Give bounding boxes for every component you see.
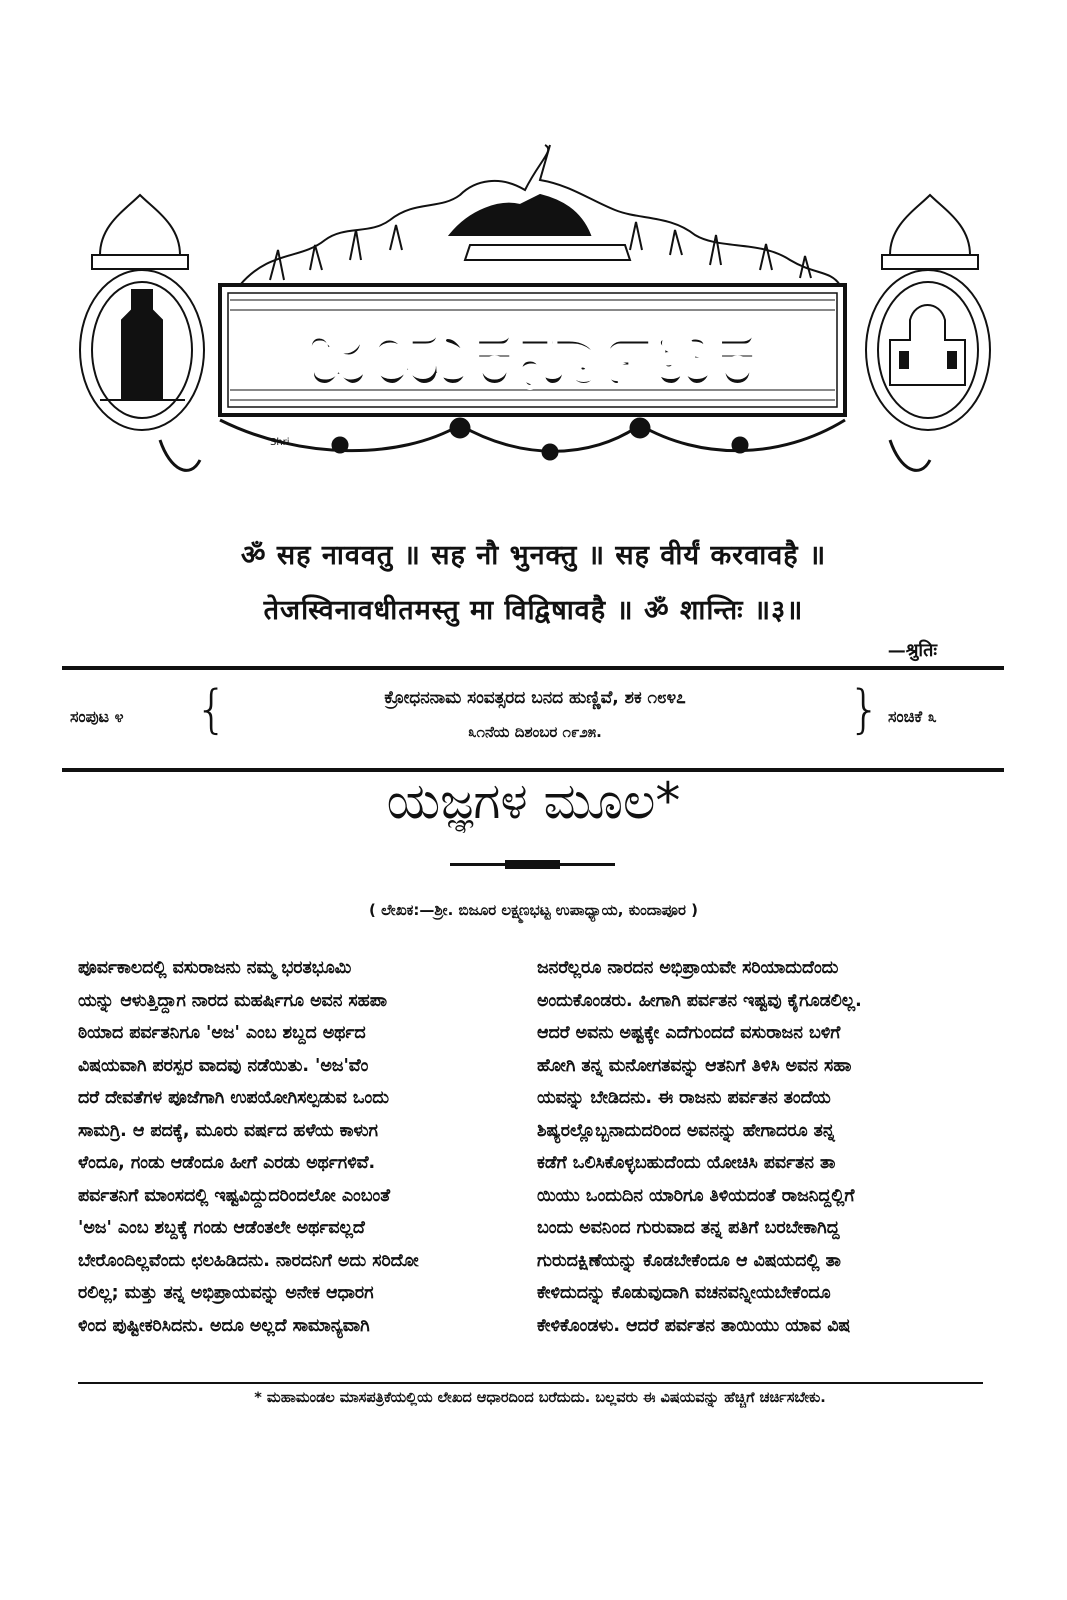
text-line: ಸಾಮಗ್ರಿ. ಆ ಪದಕ್ಕೆ, ಮೂರು ವರ್ಷದ ಹಳೆಯ ಕಾಳುಗ [78, 1120, 378, 1141]
top-rule [62, 666, 1004, 670]
text-line: ಪೂರ್ವಕಾಲದಲ್ಲಿ ವಸುರಾಜನು ನಮ್ಮ ಭರತಭೂಮಿ [78, 958, 352, 978]
left-pillar-ornament [80, 195, 204, 430]
issue-date-line-1: ಕ್ರೋಧನನಾಮ ಸಂವತ್ಸರದ ಬನದ ಹುಣ್ಣಿವೆ, ಶಕ ೧೮೪೭ [384, 688, 686, 708]
text-line: ಕೇಳಿದುದನ್ನು ಕೊಡುವುದಾಗಿ ವಚನವನ್ನೀಯಬೇಕೆಂದೂ [537, 1283, 831, 1303]
text-line: ಕೇಳಿಕೊಂಡಳು. ಆದರೆ ಪರ್ವತನ ತಾಯಿಯು ಯಾವ ವಿಷ [537, 1315, 851, 1336]
crowd-silhouette [240, 145, 840, 285]
invocation-line-2: तेजस्विनावधीतमस्तु मा विद्विषावहै ॥ ॐ शान्तिः ॥३॥ [263, 595, 804, 626]
masthead-title: ಜಯಕರ್ನಾಟಕ [305, 296, 759, 408]
title-ornament-divider [450, 858, 615, 872]
volume-label: ಸಂಪುಟ ೪ [70, 707, 124, 726]
text-line: ಯವನ್ನು ಬೇಡಿದನು. ಈ ರಾಜನು ಪರ್ವತನ ತಂದೆಯ [537, 1088, 831, 1108]
text-line: ಅಂದುಕೊಂಡರು. ಹೀಗಾಗಿ ಪರ್ವತನ ಇಷ್ಟವು ಕೈಗೂಡಲಿಲ್ಲ. [537, 990, 862, 1011]
text-line: 'ಅಜ' ಎಂಬ ಶಬ್ದಕ್ಕೆ ಗಂಡು ಆಡೆಂತಲೇ ಅರ್ಥವಲ್ಲದೆ [78, 1218, 365, 1238]
text-line: ಜನರೆಲ್ಲರೂ ನಾರದನ ಅಭಿಪ್ರಾಯವೇ ಸರಿಯಾದುದೆಂದು [537, 958, 839, 978]
text-line: ದರೆ ದೇವತೆಗಳ ಪೂಜೆಗಾಗಿ ಉಪಯೋಗಿಸಲ್ಪಡುವ ಒಂದು [78, 1088, 389, 1108]
text-line: ಳೆಂದೂ, ಗಂಡು ಆಡೆಂದೂ ಹೀಗೆ ಎರಡು ಅರ್ಥಗಳಿವೆ. [78, 1153, 376, 1173]
text-line: ಠಿಯಾದ ಪರ್ವತನಿಗೂ 'ಅಜ' ಎಂಬ ಶಬ್ದದ ಅರ್ಥದ [78, 1023, 366, 1043]
text-line: ಬಂದು ಅವನಿಂದ ಗುರುವಾದ ತನ್ನ ಪತಿಗೆ ಬರಬೇಕಾಗಿದ್ದ [537, 1218, 840, 1238]
text-line: ಶಿಷ್ಯರಲ್ಲೊಬ್ಬನಾದುದರಿಂದ ಅವನನ್ನು ಹೇಗಾದರೂ ತನ್ನ [537, 1120, 835, 1141]
right-brace: } [848, 680, 882, 740]
artist-signature: Shri [270, 437, 290, 448]
article-footnote: * ಮಹಾಮಂಡಲ ಮಾಸಪತ್ರಿಕೆಯಲ್ಲಿಯ ಲೇಖದ ಆಧಾರದಿಂದ ಬರೆದುದು. ಬಲ್ಲವರು ಈ ವಿಷಯವನ್ನು ಹೆಚ್ಚಿಗೆ ಚರ್ಚಿಸಬೇಕು. [254, 1390, 826, 1406]
article-left-column [78, 952, 508, 1342]
text-line: ರಲಿಲ್ಲ; ಮತ್ತು ತನ್ನ ಅಭಿಪ್ರಾಯವನ್ನು ಅನೇಕ ಆಧಾರಗ [78, 1283, 374, 1303]
article-byline: ( ಲೇಖಕ:—ಶ್ರೀ. ಬಿಜೂರ ಲಕ್ಷ್ಮಣಭಟ್ಟ ಉಪಾಧ್ಯಾಯ, ಕುಂದಾಪೂರ ) [369, 901, 698, 919]
text-line: ಯಿಯು ಒಂದುದಿನ ಯಾರಿಗೂ ತಿಳಿಯದಂತೆ ರಾಜನಿದ್ದಲ್ಲಿಗೆ [537, 1185, 855, 1206]
text-line: ಆದರೆ ಅವನು ಅಷ್ಟಕ್ಕೇ ಎದೆಗುಂದದೆ ವಸುರಾಜನ ಬಳಿಗೆ [537, 1023, 841, 1043]
invocation-source: —श्रुतिः [887, 640, 937, 661]
text-line: ಪರ್ವತನಿಗೆ ಮಾಂಸದಲ್ಲಿ ಇಷ್ಟವಿದ್ದುದರಿಂದಲೋ ಎಂಬಂತೆ [78, 1185, 391, 1206]
invocation-line-1: ॐ सह नाववतु ॥ सह नौ भुनक्तु ॥ सह वीर्यं करवावहै ॥ [240, 540, 827, 571]
left-brace: { [195, 680, 229, 740]
footnote-rule [78, 1382, 983, 1384]
right-pillar-ornament [866, 195, 990, 430]
issue-number-label: ಸಂಚಿಕೆ ೩ [888, 707, 937, 726]
text-line: ಯನ್ನು ಆಳುತ್ತಿದ್ದಾಗ ನಾರದ ಮಹರ್ಷಿಗೂ ಅವನ ಸಹಪಾ [78, 990, 387, 1011]
text-line: ಕಡೆಗೆ ಒಲಿಸಿಕೊಳ್ಳಬಹುದೆಂದು ಯೋಚಿಸಿ ಪರ್ವತನ ತಾ [537, 1153, 836, 1173]
text-line: ಳಿಂದ ಪುಷ್ಟೀಕರಿಸಿದನು. ಅದೂ ಅಲ್ಲದೆ ಸಾಮಾನ್ಯವಾಗಿ [78, 1315, 370, 1336]
text-line: ಹೋಗಿ ತನ್ನ ಮನೋಗತವನ್ನು ಆತನಿಗೆ ತಿಳಿಸಿ ಅವನ ಸಹಾ [537, 1055, 852, 1076]
text-line: ವಿಷಯವಾಗಿ ಪರಸ್ಪರ ವಾದವು ನಡೆಯಿತು. 'ಅಜ'ವೆಂ [78, 1055, 369, 1076]
issue-date-line-2: ೩೧ನೆಯ ದಿಶಂಬರ ೧೯೨೫. [468, 723, 602, 741]
text-line: ಬೇರೊಂದಿಲ್ಲವೆಂದು ಛಲಹಿಡಿದನು. ನಾರದನಿಗೆ ಅದು ಸರಿದೋ [78, 1250, 419, 1271]
text-line: ಗುರುದಕ್ಷಿಣೆಯನ್ನು ಕೊಡಬೇಕೆಂದೂ ಆ ವಿಷಯದಲ್ಲಿ ತಾ [537, 1250, 841, 1271]
article-title: ಯಜ್ಞಗಳ ಮೂಲ* [386, 772, 681, 830]
article-right-column [537, 952, 967, 1342]
masthead-illustration [70, 140, 1000, 500]
